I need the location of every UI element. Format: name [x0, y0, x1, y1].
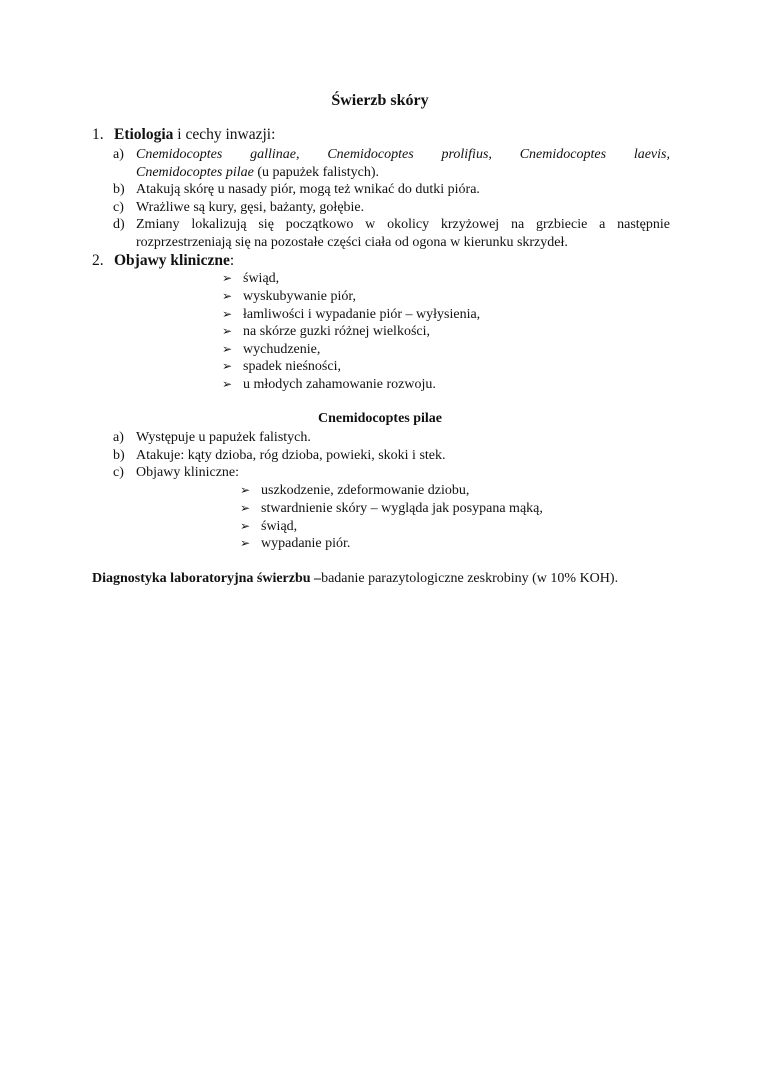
list-item-text-continued: rozprzestrzeniają się na pozostałe części ciała od ogona w kierunku skrzydeł. — [136, 234, 568, 250]
arrowhead-bullet-icon: ➢ — [222, 359, 233, 373]
list-item-text — [136, 146, 670, 164]
list-item-1b — [113, 181, 670, 199]
species-names: Cnemidocoptes gallinae, Cnemidocoptes prolifius, Cnemidocoptes laevis, — [136, 147, 670, 162]
arrowhead-bullet-icon: ➢ — [222, 307, 233, 321]
list-item-1c — [113, 199, 670, 217]
arrowhead-bullet-icon: ➢ — [240, 483, 251, 497]
list-item-text: Występuje u papużek falistych. — [136, 430, 311, 445]
bullet-item — [222, 341, 320, 359]
bullet-item — [222, 270, 279, 288]
list-item-sub-c — [113, 464, 670, 482]
list-item-text: Objawy kliniczne: — [136, 465, 240, 480]
bullet-text: u młodych zahamowanie rozwoju. — [243, 377, 436, 392]
list-marker: d) — [113, 217, 125, 232]
arrowhead-bullet-icon: ➢ — [222, 324, 233, 338]
bullet-item — [222, 323, 430, 341]
bullet-text: łamliwości i wypadanie piór – wyłysienia, — [243, 307, 481, 322]
bullet-text: wychudzenie, — [243, 342, 321, 357]
page-title: Świerzb skóry — [331, 92, 429, 109]
subsection-title: Cnemidocoptes pilae — [317, 411, 443, 426]
arrowhead-bullet-icon: ➢ — [240, 501, 251, 515]
bullet-item — [240, 518, 297, 536]
bullet-text: świąd, — [243, 271, 280, 286]
section-2-heading — [92, 252, 234, 270]
section-2-heading-bold: Objawy kliniczne — [114, 252, 230, 269]
diagnostics-text: badanie parazytologiczne zeskrobiny (w 10% KOH). — [321, 571, 619, 586]
bullet-item — [240, 535, 350, 553]
section-1-heading-bold: Etiologia — [114, 126, 174, 143]
list-item-text: Atakują skórę u nasady piór, mogą też wnikać do dutki pióra. — [136, 182, 480, 197]
bullet-text: uszkodzenie, zdeformowanie dziobu, — [261, 483, 470, 498]
section-1-heading-rest: i cechy inwazji: — [173, 126, 276, 143]
arrowhead-bullet-icon: ➢ — [222, 342, 233, 356]
bullet-text: świąd, — [261, 519, 298, 534]
bullet-item — [240, 500, 543, 518]
arrowhead-bullet-icon: ➢ — [222, 289, 233, 303]
list-marker: c) — [113, 465, 124, 480]
arrowhead-bullet-icon: ➢ — [240, 536, 251, 550]
list-item-text: Wrażliwe są kury, gęsi, bażanty, gołębie. — [136, 200, 365, 215]
species-name: Cnemidocoptes pilae — [136, 164, 254, 180]
section-2-number: 2. — [92, 252, 104, 269]
list-marker: c) — [113, 200, 124, 215]
list-item-text: Atakuje: kąty dzioba, róg dzioba, powieki, skoki i stek. — [136, 448, 446, 463]
section-1-number: 1. — [92, 126, 104, 143]
arrowhead-bullet-icon: ➢ — [222, 377, 233, 391]
section-2-heading-rest: : — [229, 252, 235, 269]
list-marker: b) — [113, 182, 125, 197]
bullet-text: spadek nieśności, — [243, 359, 341, 374]
bullet-text: wyskubywanie piór, — [243, 289, 356, 304]
arrowhead-bullet-icon: ➢ — [222, 271, 233, 285]
list-item-1d — [113, 216, 670, 251]
bullet-item — [222, 376, 436, 394]
bullet-item — [240, 482, 469, 500]
diagnostics-paragraph — [92, 571, 618, 587]
diagnostics-label: Diagnostyka laboratoryjna świerzbu – — [92, 571, 322, 586]
arrowhead-bullet-icon: ➢ — [240, 519, 251, 533]
bullet-item — [222, 288, 356, 306]
list-item-text: Zmiany lokalizują się początkowo w okolicy krzyżowej na grzbiecie a następnie — [136, 217, 670, 232]
list-item-sub-a — [113, 429, 670, 447]
bullet-text: stwardnienie skóry – wygląda jak posypana mąką, — [261, 501, 543, 516]
bullet-text: na skórze guzki różnej wielkości, — [243, 324, 430, 339]
list-marker: b) — [113, 448, 125, 463]
section-1-heading — [92, 126, 275, 144]
list-marker: a) — [113, 147, 124, 162]
bullet-text: wypadanie piór. — [261, 536, 351, 551]
bullet-item — [222, 306, 480, 324]
list-marker: a) — [113, 430, 124, 445]
bullet-item — [222, 358, 341, 376]
list-item-sub-b — [113, 447, 670, 465]
list-item-1a — [113, 146, 670, 181]
list-item-text-continued — [136, 164, 670, 182]
list-item-text-rest: (u papużek falistych). — [253, 164, 379, 180]
